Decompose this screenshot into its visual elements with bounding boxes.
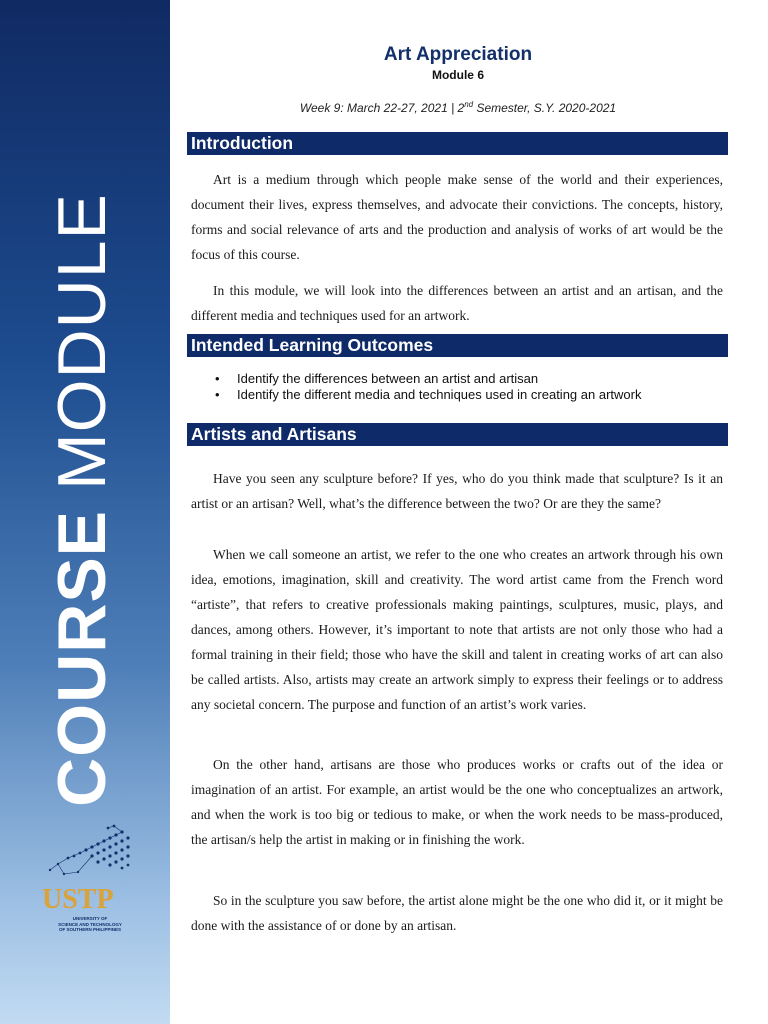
week-superscript: nd [464, 100, 474, 109]
outcomes-list [209, 371, 709, 403]
introduction-heading: Introduction [187, 132, 728, 155]
university-logo [38, 820, 138, 938]
artists-paragraph: Have you seen any sculpture before? If yes, who do you think made that sculpture? Is it an artist or an artisan? Well, what’s the difference between the two? Or are they the same? [191, 471, 723, 511]
outcomes-heading: Intended Learning Outcomes [187, 334, 728, 357]
introduction-paragraph: Art is a medium through which people make sense of the world and their experiences, document their lives, express themselves, and advocate their convictions. The concepts, history, forms and social relevance of arts and the production and analysis of works of art would be the focus of this course. [191, 172, 723, 262]
artists-heading: Artists and Artisans [187, 423, 728, 446]
week-prefix: Week 9: March 22-27, 2021 | 2 [299, 101, 465, 115]
constellation-icon [38, 820, 138, 884]
outcome-text: Identify the differences between an artist and artisan [237, 371, 539, 386]
logo-subtitle [40, 916, 140, 933]
artists-paragraph: So in the sculpture you saw before, the artist alone might be the one who did it, or it might be done with the assistance of or done by an artisan. [191, 893, 723, 933]
bullet-icon: • [215, 387, 220, 402]
outcome-text: Identify the different media and techniques used in creating an artwork [237, 387, 642, 402]
bullet-icon: • [215, 371, 220, 386]
list-item [209, 371, 709, 386]
module-number: Module 6 [431, 68, 484, 82]
logo-sub-line: SCIENCE AND TECHNOLOGY [58, 921, 122, 927]
artists-paragraph: When we call someone an artist, we refer to the one who creates an artwork through his own idea, emotions, imagination, skill and creativity. The word artist came from the French word “artiste”, that refers to creative professionals making paintings, sculptures, music, plays, and dances, among others. However, it’s important to note that artists are not only those who had a formal training in their field; those who have the skill and talent in creating works of art can also be called artists. Also, artists may create an artwork simply to express their feelings or to address any societal concern. The purpose and function of an artist’s work varies. [191, 547, 723, 712]
week-line [187, 100, 729, 115]
sidebar [0, 0, 170, 1024]
artists-paragraph: On the other hand, artisans are those who produces works or crafts out of the idea or imagination of an artist. For example, an artist would be the one who conceptualizes an artwork, and when the work is too big or tedious to make, or when the work needs to be mass-produced, the artisan/s help the artist in making or in finishing the work. [191, 757, 723, 847]
course-module-title [43, 193, 121, 807]
course-word: COURSE [44, 509, 120, 807]
logo-sub-line: OF SOUTHERN PHILIPPINES [58, 927, 121, 932]
logo-wordmark: USTP [42, 884, 114, 915]
module-word: MODULE [44, 193, 120, 491]
document-title: Art Appreciation [383, 44, 533, 65]
list-item [209, 387, 709, 402]
week-suffix: Semester, S.Y. 2020-2021 [473, 101, 617, 115]
logo-sub-line: UNIVERSITY OF [72, 916, 108, 921]
introduction-paragraph: In this module, we will look into the differences between an artist and an artisan, and the different media and techniques used for an artwork. [191, 283, 723, 323]
